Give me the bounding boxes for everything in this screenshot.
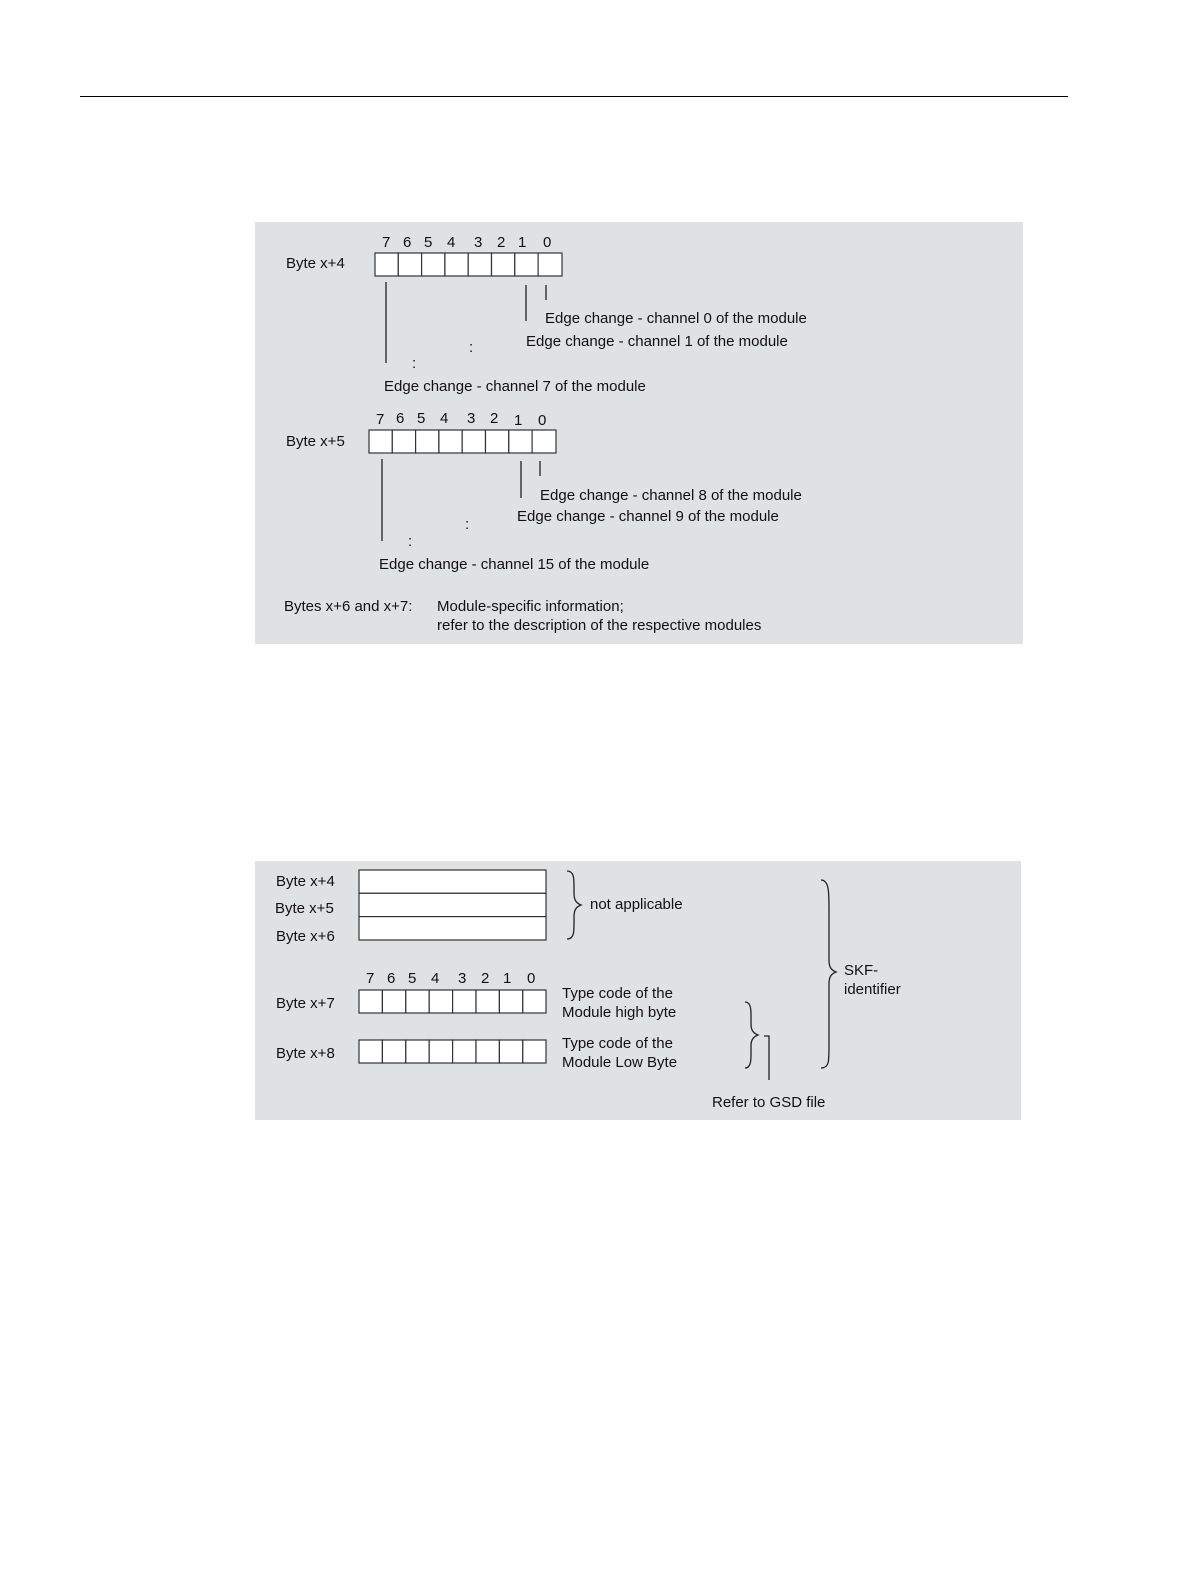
bit-number: 3 xyxy=(467,410,476,427)
bytes-x6-x7-label: Bytes x+6 and x+7: xyxy=(284,598,413,615)
bit-number: 5 xyxy=(408,970,417,987)
ellipsis: : xyxy=(465,516,470,533)
ellipsis: : xyxy=(469,339,474,356)
byte-x4-bit-numbers xyxy=(382,234,551,251)
bit-cell xyxy=(509,430,532,453)
byte-x6-label: Byte x+6 xyxy=(276,928,335,945)
bit-cell xyxy=(532,430,556,453)
bit-number: 7 xyxy=(376,411,385,428)
bit-number: 6 xyxy=(403,234,412,251)
bit-number: 1 xyxy=(514,412,523,429)
bit-cell xyxy=(468,253,491,276)
byte-x5-label: Byte x+5 xyxy=(286,433,345,450)
byte-x5-label: Byte x+5 xyxy=(275,900,334,917)
bit-cell xyxy=(538,253,562,276)
skf-label-line1: SKF- xyxy=(844,962,879,979)
bit-number: 6 xyxy=(387,970,396,987)
bit-cell xyxy=(486,430,509,453)
high-byte-label-line2: Module high byte xyxy=(562,1004,677,1021)
channel-0-label: Edge change - channel 0 of the module xyxy=(545,310,807,327)
bit-number: 1 xyxy=(518,234,527,251)
bit-number: 0 xyxy=(543,234,552,251)
byte-x8-label: Byte x+8 xyxy=(276,1045,335,1062)
bit-number: 2 xyxy=(481,970,490,987)
refer-to-gsd-label: Refer to GSD file xyxy=(712,1094,826,1111)
byte-x5-bit-numbers xyxy=(376,410,546,429)
bit-cell xyxy=(515,253,538,276)
bit-number: 2 xyxy=(490,410,499,427)
byte-x7-label: Byte x+7 xyxy=(276,995,335,1012)
bit-number: 4 xyxy=(447,234,456,251)
low-byte-label-line1: Type code of the xyxy=(562,1035,673,1052)
diagram-edge-change-figure xyxy=(0,0,1191,700)
bit-number: 5 xyxy=(424,234,433,251)
high-byte-label-line1: Type code of the xyxy=(562,985,673,1002)
bit-number: 4 xyxy=(440,410,449,427)
byte-x4-bit-cells xyxy=(375,253,562,276)
bit-cell xyxy=(462,430,485,453)
bit-cell xyxy=(492,253,515,276)
low-byte-label-line2: Module Low Byte xyxy=(562,1054,678,1071)
bit-cell xyxy=(392,430,415,453)
bit-number: 3 xyxy=(474,234,483,251)
skf-label-line2: identifier xyxy=(844,981,901,998)
bit-number: 1 xyxy=(503,970,512,987)
bit-cell xyxy=(445,253,468,276)
bit-cell xyxy=(422,253,445,276)
bit-cell xyxy=(375,253,398,276)
not-applicable-label: not applicable xyxy=(590,896,683,913)
channel-7-label: Edge change - channel 7 of the module xyxy=(384,378,646,395)
bit-number: 7 xyxy=(366,970,375,987)
ellipsis: : xyxy=(412,355,417,372)
diagram-skf-identifier xyxy=(255,861,1021,1120)
bit-cell xyxy=(416,430,439,453)
bit-number: 3 xyxy=(458,970,467,987)
bit-cell xyxy=(398,253,421,276)
bit-cell xyxy=(369,430,392,453)
module-specific-info: Module-specific information; xyxy=(437,598,624,615)
bit-number: 6 xyxy=(396,410,405,427)
bit-number: 0 xyxy=(527,970,536,987)
channel-8-label: Edge change - channel 8 of the module xyxy=(540,487,802,504)
byte-x5-bit-cells xyxy=(369,430,556,453)
channel-15-label: Edge change - channel 15 of the module xyxy=(379,556,650,573)
channel-1-label: Edge change - channel 1 of the module xyxy=(526,333,788,350)
byte-x4-label: Byte x+4 xyxy=(286,255,345,272)
bit-number: 4 xyxy=(431,970,440,987)
bit-number: 5 xyxy=(417,410,426,427)
bit-number: 0 xyxy=(538,412,547,429)
channel-9-label: Edge change - channel 9 of the module xyxy=(517,508,779,525)
ellipsis: : xyxy=(408,533,413,550)
module-specific-info-note: refer to the description of the respective modules xyxy=(437,617,762,634)
bit-cell xyxy=(439,430,462,453)
byte-x4-label: Byte x+4 xyxy=(276,873,335,890)
bit-number: 7 xyxy=(382,234,391,251)
bit-number: 2 xyxy=(497,234,506,251)
